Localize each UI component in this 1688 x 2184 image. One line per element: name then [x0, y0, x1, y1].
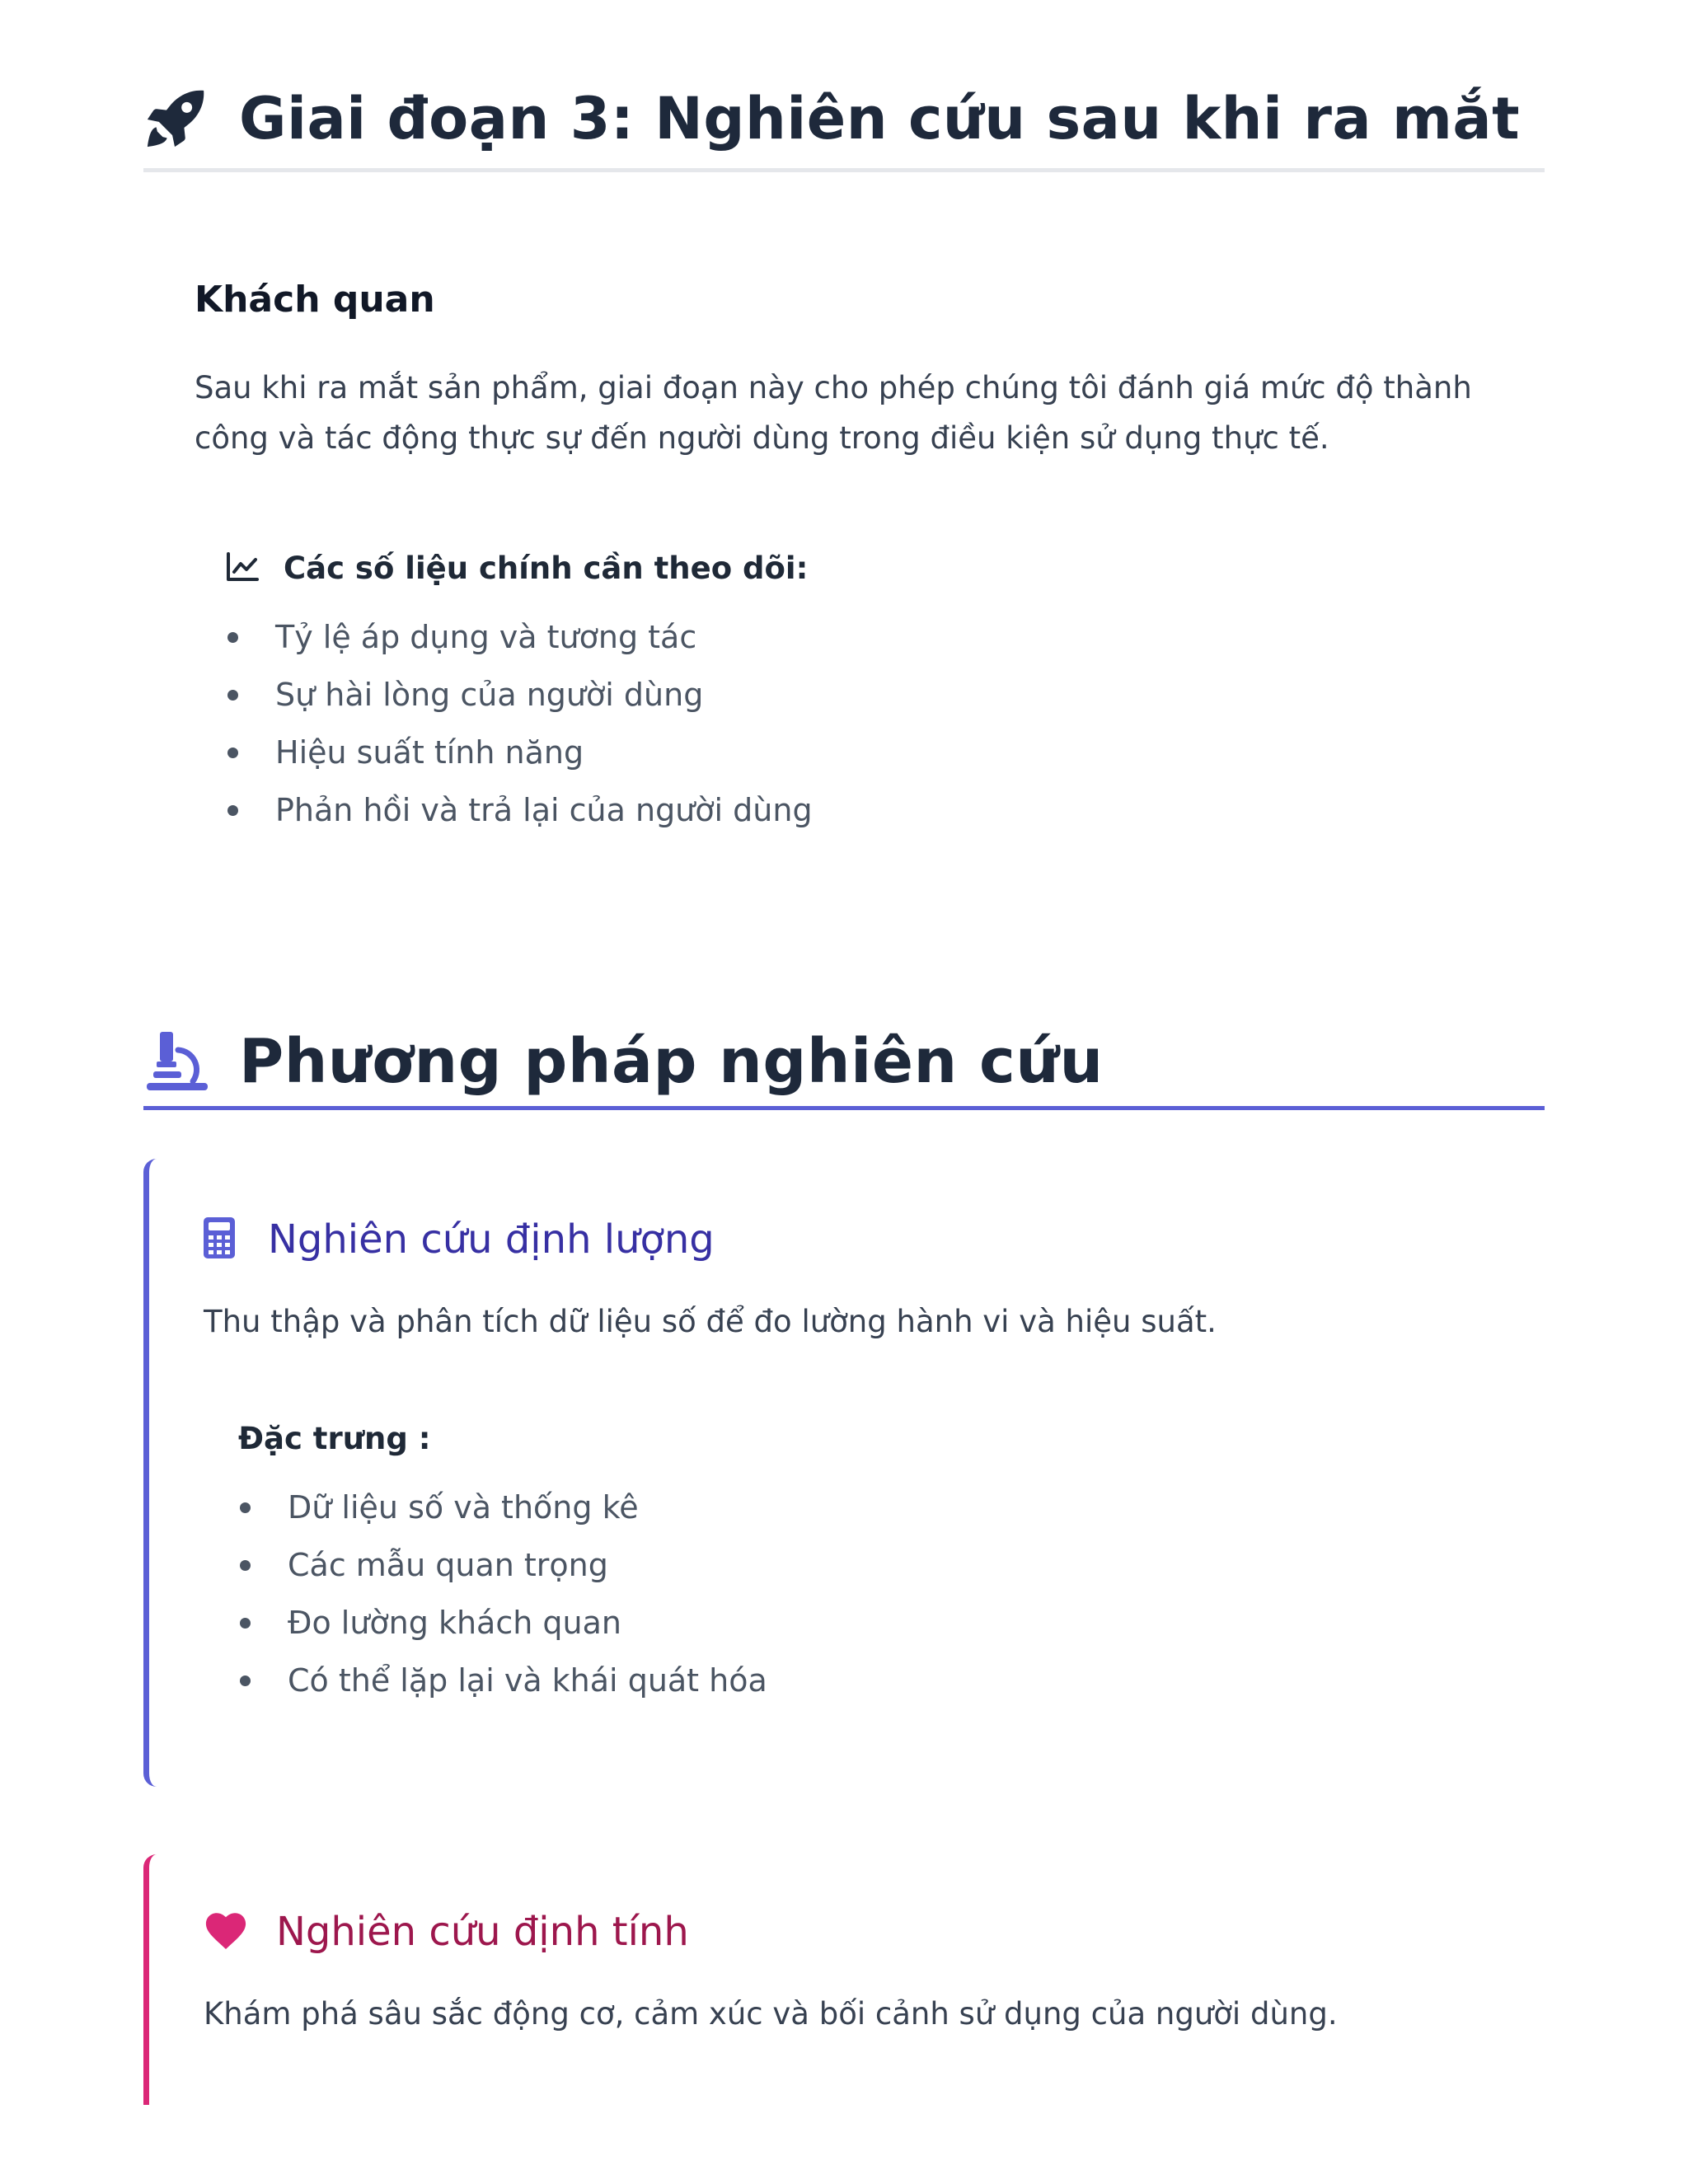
bullet: [227, 805, 238, 816]
characteristics-list: [238, 1479, 767, 1709]
methods-title: Phương pháp nghiên cứu: [239, 1026, 1104, 1097]
phase3-header: [143, 81, 1545, 157]
bullet: [227, 690, 238, 701]
characteristics-label: Đặc trưng :: [238, 1421, 431, 1456]
objective-text: Sau khi ra mắt sản phẩm, giai đoạn này cho phép chúng tôi đánh giá mức độ thành công và tác động thực sự đến người dùng trong điều kiện sử dụng thực tế.: [195, 370, 1472, 456]
phase3-divider: [143, 168, 1545, 172]
bullet: [240, 1675, 251, 1686]
quantitative-title: Nghiên cứu định lượng: [268, 1216, 715, 1263]
metrics-list: [226, 608, 813, 839]
bullet: [227, 748, 238, 758]
list-item: Có thể lặp lại và khái quát hóa: [238, 1652, 767, 1709]
quantitative-description: Thu thập và phân tích dữ liệu số để đo lường hành vi và hiệu suất.: [204, 1304, 1217, 1339]
list-item: Hiệu suất tính năng: [226, 724, 813, 781]
qualitative-heading: [204, 1909, 689, 1955]
qualitative-card: [143, 1854, 1550, 2105]
bullet: [240, 1618, 251, 1629]
qualitative-description: Khám phá sâu sắc động cơ, cảm xúc và bối cảnh sử dụng của người dùng.: [204, 1996, 1338, 2032]
list-item: Đo lường khách quan: [238, 1594, 767, 1652]
bullet: [240, 1560, 251, 1571]
phase3-title: Giai đoạn 3: Nghiên cứu sau khi ra mắt: [239, 85, 1521, 152]
list-item: Tỷ lệ áp dụng và tương tác: [226, 608, 813, 666]
rocket-icon: [143, 86, 209, 152]
list-item: Sự hài lòng của người dùng: [226, 666, 813, 724]
list-item: Dữ liệu số và thống kê: [238, 1479, 767, 1536]
line-chart-icon: [226, 552, 259, 585]
bullet: [227, 632, 238, 643]
qualitative-title: Nghiên cứu định tính: [276, 1909, 689, 1955]
microscope-icon: [143, 1029, 209, 1094]
metrics-heading: [226, 551, 808, 586]
list-item: Các mẫu quan trọng: [238, 1536, 767, 1594]
methods-header: [143, 1020, 1545, 1103]
bullet: [240, 1502, 251, 1513]
heart-icon: [204, 1911, 248, 1952]
list-item: Phản hồi và trả lại của người dùng: [226, 781, 813, 839]
methods-divider: [143, 1106, 1545, 1110]
calculator-icon: [204, 1217, 235, 1262]
metrics-title: Các số liệu chính cần theo dõi:: [284, 551, 809, 586]
quantitative-card: [143, 1159, 1550, 1787]
quantitative-heading: [204, 1216, 715, 1263]
objective-heading: Khách quan: [195, 279, 435, 321]
